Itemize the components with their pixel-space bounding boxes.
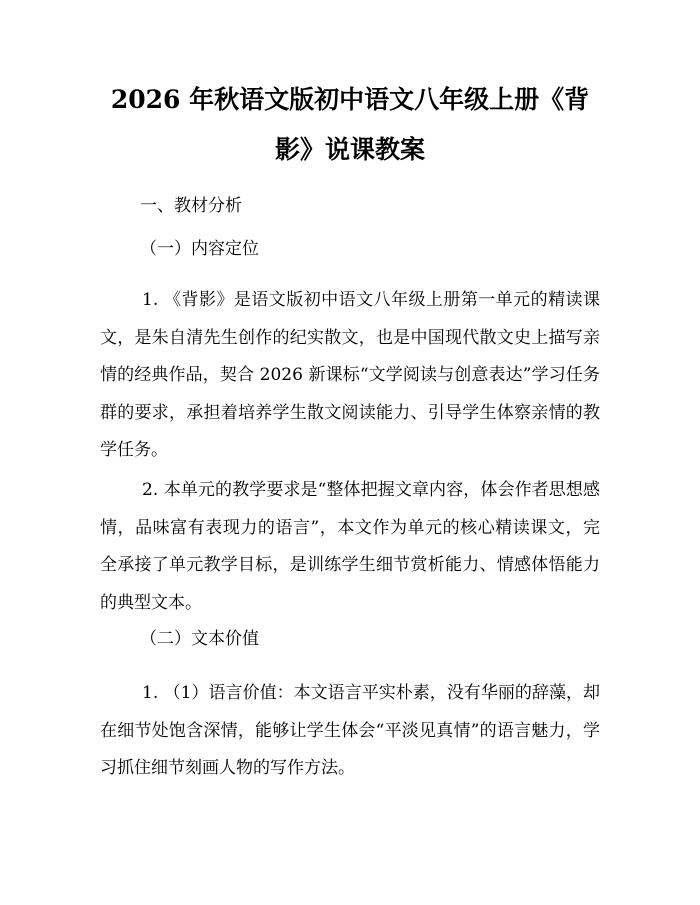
paragraph-content-positioning-2: 2. 本单元的教学要求是“整体把握文章内容，体会作者思想感情，品味富有表现力的语言”，本文作为单元的核心精读课文，完全承接了单元教学目标，是训练学生细节赏析能力、情感体悟能力的典型文本。 bbox=[100, 480, 600, 613]
document-title-line-2: 影》说课教案 bbox=[274, 135, 425, 164]
paragraph-text-value-1: 1. （1）语言价值：本文语言平实朴素，没有华丽的辞藻，却在细节处饱含深情，能够让学生体会“平淡见真情”的语言魅力，学习抓住细节刻画人物的写作方法。 bbox=[100, 683, 600, 778]
section-heading-textbook-analysis: 一、教材分析 bbox=[140, 196, 242, 216]
subsection-heading-text-value: （二）文本价值 bbox=[140, 629, 259, 649]
document-title-line-1: 2026 年秋语文版初中语文八年级上册《背 bbox=[110, 85, 590, 114]
paragraph-content-positioning-1: 1. 《背影》是语文版初中语文八年级上册第一单元的精读课文，是朱自清先生创作的纪实散文，也是中国现代散文史上描写亲情的经典作品，契合 2026 新课标“文学阅读与创意表达”学习任务群的要求，承担着培养学生散文阅读能力、引导学生体察亲情的教学任务。 bbox=[100, 290, 600, 460]
subsection-heading-content-positioning: （一）内容定位 bbox=[140, 239, 259, 259]
